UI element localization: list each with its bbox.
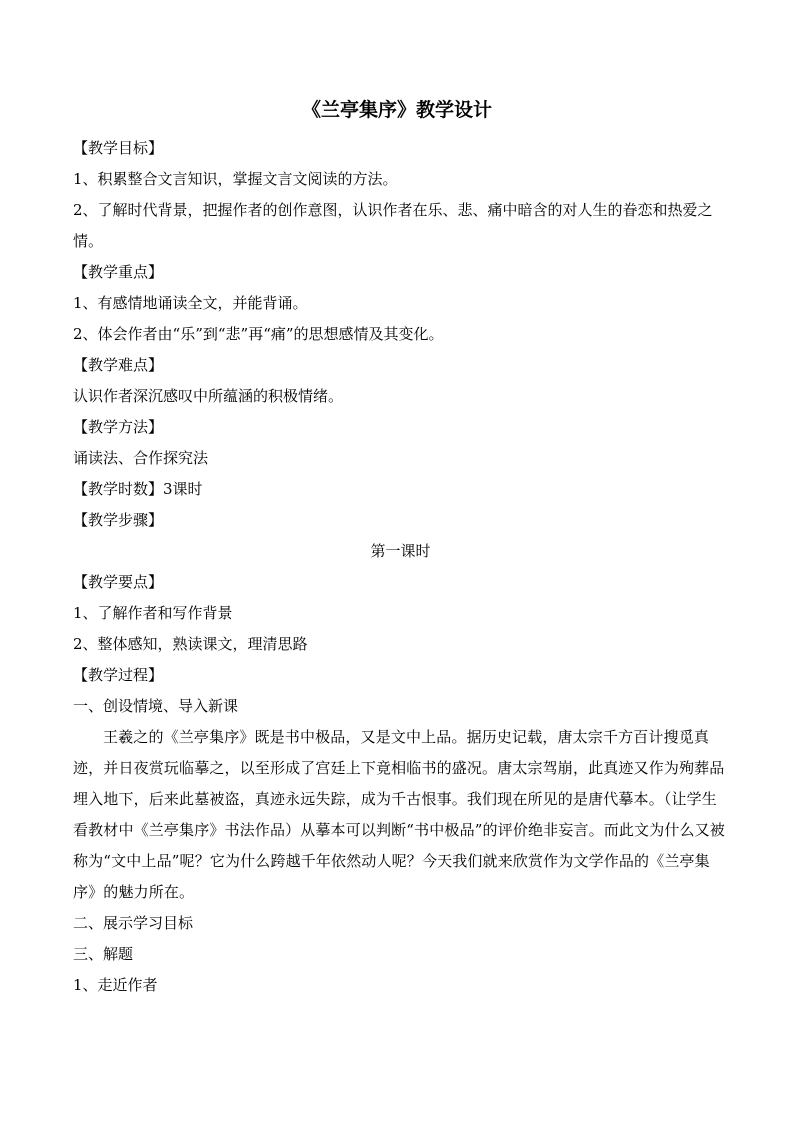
document-body bbox=[73, 133, 728, 1001]
process-step-2: 二、展示学习目标 bbox=[73, 914, 194, 932]
teaching-points-heading: 【教学要点】 bbox=[73, 573, 164, 591]
method-heading: 【教学方法】 bbox=[73, 418, 164, 436]
difficulty-item: 认识作者深沉感叹中所蕴涵的积极情绪。 bbox=[73, 387, 344, 405]
difficulty-heading: 【教学难点】 bbox=[73, 356, 164, 374]
intro-paragraph: 王羲之的《兰亭集序》既是书中极品，又是文中上品。据历史记载，唐太宗千方百计搜觅真迹，并日夜赏玩临摹之，以至形成了宫廷上下竟相临书的盛况。唐太宗驾崩，此真迹又作为殉葬品埋入地下，后来此墓被盗，真迹永远失踪，成为千古恨事。我们现在所见的是唐代摹本。（让学生看教材中《兰亭集序》书法作品）从摹本可以判断“书中极品”的评价绝非妄言。而此文为什么又被称为“文中上品”呢？它为什么跨越千年依然动人呢？今天我们就来欣赏作为文学作品的《兰亭集序》的魅力所在。 bbox=[73, 728, 725, 901]
document-title: 《兰亭集序》教学设计 bbox=[301, 99, 492, 121]
steps-heading: 【教学步骤】 bbox=[73, 511, 164, 529]
teaching-hours: 【教学时数】3课时 bbox=[73, 480, 203, 498]
goal-item-1: 1、积累整合文言知识，掌握文言文阅读的方法。 bbox=[73, 170, 398, 188]
teaching-point-2: 2、整体感知，熟读课文，理清思路 bbox=[73, 635, 308, 653]
lesson-1-title: 第一课时 bbox=[370, 542, 431, 560]
process-heading: 【教学过程】 bbox=[73, 666, 164, 684]
teaching-point-1: 1、了解作者和写作背景 bbox=[73, 604, 233, 622]
process-step-3-1: 1、走近作者 bbox=[73, 976, 158, 994]
method-item: 诵读法、合作探究法 bbox=[73, 449, 209, 467]
key-points-heading: 【教学重点】 bbox=[73, 263, 164, 281]
process-step-1: 一、创设情境、导入新课 bbox=[73, 697, 239, 715]
key-point-2: 2、体会作者由“乐”到“悲”再“痛”的思想感情及其变化。 bbox=[73, 325, 444, 343]
goal-item-2: 2、了解时代背景，把握作者的创作意图，认识作者在乐、悲、痛中暗含的对人生的眷恋和热爱之情。 bbox=[73, 201, 713, 250]
goals-heading: 【教学目标】 bbox=[73, 139, 164, 157]
process-step-3: 三、解题 bbox=[73, 945, 134, 963]
key-point-1: 1、有感情地诵读全文，并能背诵。 bbox=[73, 294, 308, 312]
